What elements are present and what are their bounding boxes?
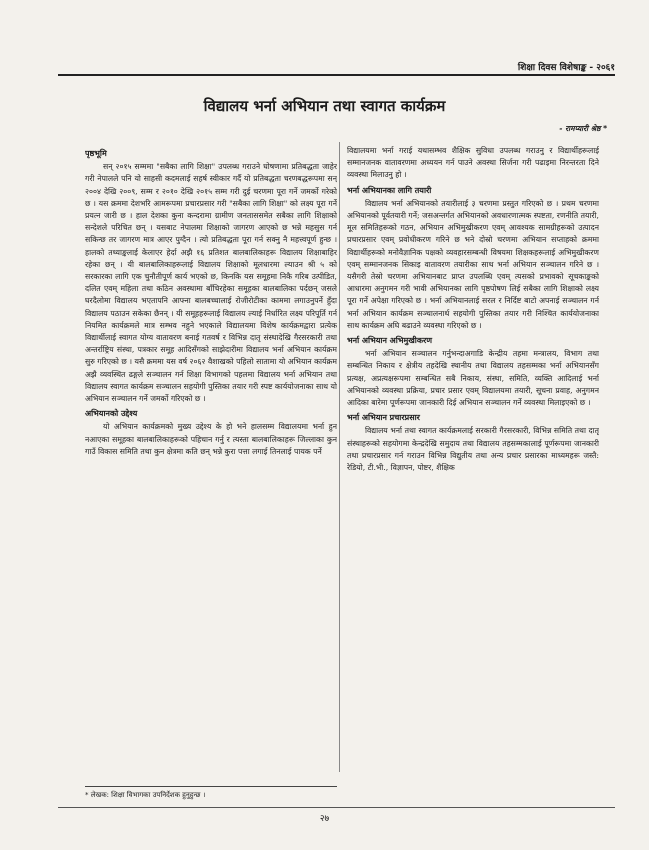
- column-divider: [339, 142, 340, 772]
- paragraph: सन् २०१५ सम्ममा "सबैका लागि शिक्षा" उपलब्ध गराउने घोषणामा प्रतिबद्धता जाहेर गरी नेपालले पनि यो साहसी कदमलाई सहर्ष स्वीकार गर्दै यो प्रतिबद्धता चरणबद्धरूपमा सन् २००४ देखि २००९, सम्म र २०१० देखि २०१५ सम्म गरी दुई चरणमा पूरा गर्ने जमर्को गरेको छ । यस क्रममा देशभरि आमरूपमा प्रचारप्रसार गरी "सबैका लागि शिक्षा" को लक्ष्य पूरा गर्ने प्रयत्न जारी छ । हाल देशका कुना कन्दरामा ग्रामीण जनताससमेत सबैका लागि शिक्षाको सन्देशले परिचित छन् । यसबाट नेपालमा शिक्षाको जागरण आएको छ भन्ने महसुस गर्न सकिन्छ तर जागरण मात्र आएर पुग्दैन । त्यो प्रतिबद्धता पूरा गर्न सक्नु नै महत्त्वपूर्ण हुन्छ । हालको तथ्याङ्कलाई केलाएर हेर्दा अझै १६ प्रतिशत बालबालिकाहरू विद्यालय शिक्षाबाहिर रहेका छन् । यी बालबालिकाहरूलाई विद्यालय शिक्षाको मूलधारमा ल्याउन श्री ५ को सरकारका लागि एक चुनौतीपूर्ण कार्य भएको छ, किनकि यस समूहमा निकै गरिब उत्पीडित, दलित एवम् महिला तथा कठिन अवस्थामा बाँचिरहेका समूहका बालबालिका पर्दछन् जसले घरदैलोमा विद्यालय भएतापनि आफ्ना बालबच्चालाई रोजीरोटीका काममा लगाउनुपर्ने हुँदा विद्यालय पठाउन सकेका छैनन् । यी समूहहरूलाई विद्यालय ल्याई निर्धारित लक्ष्य परिपूर्ति गर्न नियमित कार्यक्रमले मात्र सम्भव नहुने भएकाले विद्यालयमा विशेष कार्यक्रमद्वारा प्रत्येक विद्यार्थीलाई स्वागत योग्य वातावरण बनाई गतवर्ष र विभिन्न दातृ संस्थादेखि गैरसरकारी तथा अन्तर्राष्ट्रिय संस्था, पत्रकार समूह आदिसँगको साझेदारीमा विद्यालय भर्ना अभियान कार्यक्रम सुरु गरिएको छ । यसै क्रममा यस वर्ष २०६२ वैशाखको पहिलो सातामा यो अभियान कार्यक्रम अझै व्यवस्थित ढङ्गले सञ्चालन गर्न शिक्षा विभागको पहलमा विद्यालय भर्ना अभियान तथा विद्यालय स्वागत कार्यक्रम सञ्चालन सहयोगी पुस्तिका तयार गरी स्पष्ट कार्ययोजनाका साथ यो अभियान सञ्चालन गर्ने जमर्को गरिएको छ ।: [85, 162, 337, 404]
- header-divider: [58, 74, 615, 76]
- article-author: - रामप्यारी श्रेष्ठ *: [559, 124, 607, 133]
- footnote: * लेखक: शिक्षा विभागका उपनिर्देशक हुनुहुन्छ ।: [85, 786, 337, 800]
- left-column: [85, 145, 337, 770]
- section-heading: अभियानको उद्देश्य: [85, 409, 138, 419]
- page-number: २७: [319, 814, 330, 824]
- article-title: विद्यालय भर्ना अभियान तथा स्वागत कार्यक्रम: [203, 97, 446, 115]
- right-column: [347, 145, 599, 770]
- paragraph: विद्यालयमा भर्ना गराई यथासम्भव शैक्षिक सुविधा उपलब्ध गराउनु र विद्यार्थीहरूलाई सम्मानजनक वातावरणमा अध्ययन गर्न पाउने अवस्था सिर्जना गरी पढाइमा निरन्तरता दिने व्यवस्था मिलाउनु हो ।: [347, 146, 599, 180]
- section-heading: भर्ना अभियान अभिमुखीकरण: [347, 336, 433, 346]
- running-header: शिक्षा दिवस विशेषाङ्क - २०६१: [517, 63, 615, 73]
- section-heading: भर्ना अभियानका लागि तयारी: [347, 185, 432, 195]
- paragraph: विद्यालय भर्ना अभियानको तयारीलाई ३ चरणमा प्रस्तुत गरिएको छ । प्रथम चरणमा अभियानको पूर्वतयारी गर्ने; जसअन्तर्गत अभियानको अवधारणात्मक स्पष्टता, रणनीति तयारी, मूल समितिहरूको गठन, अभियान अभिमुखीकरण एवम् आवश्यक सामग्रीहरूको उत्पादन प्रचारप्रसार एवम् प्रवोधीकरण गरिने छ भने दोस्रो चरणमा अभियान सप्ताहको क्रममा विद्यार्थीहरूको मनोवैज्ञानिक पक्षको व्यवहारसम्बन्धी विषयमा शिक्षकहरूलाई अभिमुखीकरण एवम् सम्मानजनक सिकाइ वातावरण तयारीका साथ भर्ना अभियान सञ्चालन गरिने छ । यसैगरी तेस्रो चरणमा अभियानबाट प्राप्त उपलब्धि एवम् त्यसको प्रभावको सूचकाङ्कको आधारमा अनुगमन गरी भावी अभियानका लागि पृष्ठपोषण लिई सबैका लागि शिक्षाको लक्ष्य पूरा गर्ने अपेक्षा गरिएको छ । भर्ना अभियानलाई सरल र निर्दिष्ट बाटो अपनाई सञ्चालन गर्न भर्ना अभियान कार्यक्रम सञ्चालनार्थ सहयोगी पुस्तिका तयार गरी निश्चित कार्ययोजनाका साथ कार्यक्रम अघि बढाउने व्यवस्था गरिएको छ ।: [347, 198, 599, 330]
- paragraph: यो अभियान कार्यक्रमको मुख्य उद्देश्य के हो भने हालसम्म विद्यालयमा भर्ना हुन नआएका समूहका बालबालिकाहरूको पहिचान गर्नु र त्यस्ता बालबालिकाहरू जिल्लाका कुन गाउँ विकास समिति तथा कुन क्षेत्रमा कति छन् भन्ने कुरा पत्ता लगाई तिनलाई पायक पर्ने: [85, 422, 337, 456]
- section-heading: भर्ना अभियान प्रचारप्रसार: [347, 413, 420, 423]
- paragraph: भर्ना अभियान सञ्चालन गर्नुभन्दाअगाडि केन्द्रीय तहमा मन्त्रालय, विभाग तथा सम्बन्धित निकाय र क्षेत्रीय तहदेखि स्थानीय तथा विद्यालय तहसम्मका भर्ना अभियानसँग प्रत्यक्ष, अप्रत्यक्षरूपमा सम्बन्धित सबै निकाय, संस्था, समिति, व्यक्ति आदिलाई भर्ना अभियानको व्यवस्था प्रक्रिया, प्रचार प्रसार एवम् विद्यालयमा तयारी, सूचना प्रवाह, अनुगमन आदिका बारेमा पूर्णरूपमा जानकारी दिई अभियान सञ्चालन गर्ने व्यवस्था मिलाइएको छ ।: [347, 349, 599, 408]
- section-heading: पृष्ठभूमि: [85, 149, 107, 158]
- paragraph: विद्यालय भर्ना तथा स्वागत कार्यक्रमलाई सरकारी गैरसरकारी, विभिन्न समिति तथा दातृ संस्थाहरूको सहयोगमा केन्द्रदेखि समुदाय तथा विद्यालय तहसम्मकालाई पूर्णरूपमा जानकारी तथा प्रचारप्रसार गर्न गराउन विभिन्न विद्युतीय तथा अन्य प्रचार प्रसारका माध्यमहरू जस्तै: रेडियो, टी.भी., विज्ञापन, पोष्टर, शैक्षिक: [347, 426, 599, 473]
- footer-divider: [58, 807, 615, 808]
